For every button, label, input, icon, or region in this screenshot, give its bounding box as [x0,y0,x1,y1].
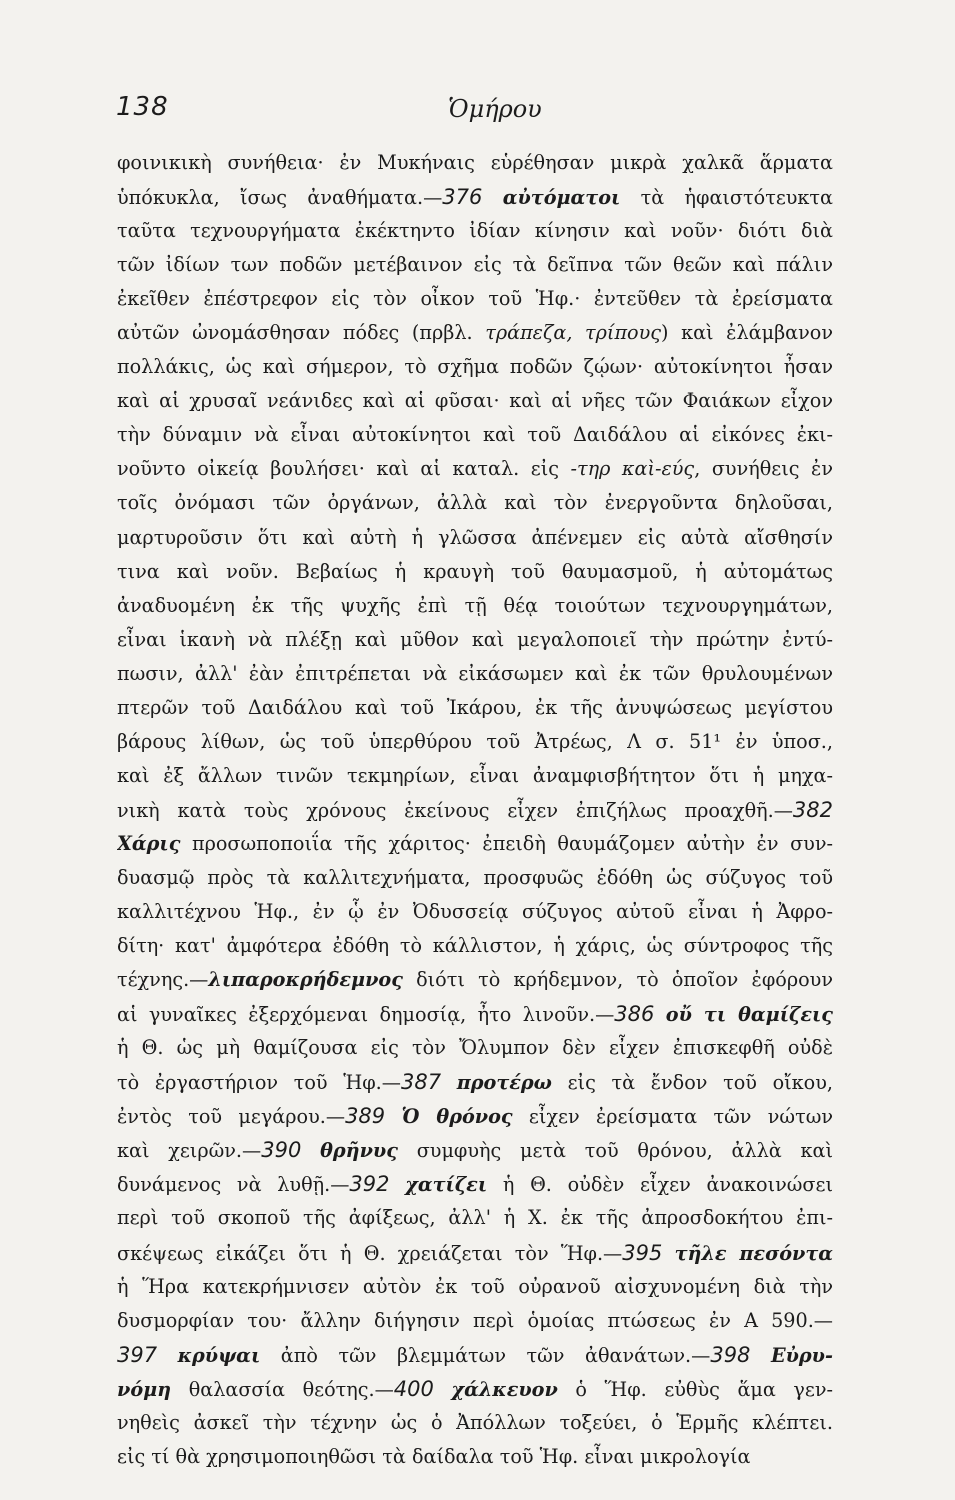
text-run: σκέψεως εἰκάζει ὅτι ἡ Θ. χρειάζεται τὸν Ἥφ.— [117,1241,623,1265]
text-run: εἰς τί θὰ χρησιμοποιηθῶσι τὰ δαίδαλα τοῦ Ἡφ. εἶναι μικρολογία [117,1444,751,1468]
text-line [117,146,833,180]
text-line [117,1201,833,1235]
running-head: Ὁμήρου [448,95,542,123]
text-line [117,929,833,963]
text-line [117,1338,833,1372]
text-run: ) καὶ ἐλάμβανον [661,321,833,345]
text-line [117,657,833,691]
text-run: καλλιτέχνου Ἡφ., ἐν ᾧ ἐν Ὀδυσσείᾳ σύζυγος αὐτοῦ εἶναι ἡ Ἀφρο- [117,900,833,924]
text-run [301,1139,320,1162]
text-run: νοῦντο οἰκείᾳ βουλήσει· καὶ αἱ καταλ. εἰς [117,457,571,481]
line-number-ref: 386 [614,1002,655,1027]
text-run: βάρους λίθων, ὡς τοῦ ὑπερθύρου τοῦ Ἀτρέως, Λ σ. 51¹ ἐν ὑποσ., [117,729,833,753]
line-number-ref: 400 [393,1376,434,1401]
text-run: καὶ ἐξ ἄλλων τινῶν τεκμηρίων, εἶναι ἀναμφισβήτητον ὅτι ἡ μηχα- [117,763,833,787]
italic-term: τράπεζα, τρίπους [485,321,662,345]
lemma: Χάρις [117,831,181,855]
lemma: αὐτόματοι [502,186,621,210]
lemma: λιπαροκρήδεμνος [208,968,403,992]
text-run: ἐκεῖθεν ἐπέστρεφον εἰς τὸν οἶκον τοῦ Ἡφ.· ἐντεῦθεν τὰ ἐρείσματα [117,287,833,311]
text-run: αὐτῶν ὠνομάσθησαν πόδες (πρβλ. [117,321,486,345]
text-line [117,350,833,384]
text-line [117,1440,833,1474]
text-run [385,1105,401,1128]
text-line [117,418,833,452]
text-run: ἡ Ἥρα κατεκρήμνισεν αὐτὸν ἐκ τοῦ οὐρανοῦ αἰσχυνομένη διὰ τὴν [117,1274,833,1298]
commentary-text [117,146,833,1474]
text-line [117,1099,833,1133]
line-number-ref: 376 [442,185,483,210]
text-run: ἡ Θ. ὡς μὴ θαμίζουσα εἰς τὸν Ὄλυμπον δὲν εἶχεν ἐπισκεφθῆ οὐδὲ [117,1036,833,1060]
text-line [117,555,833,589]
text-line [117,589,833,623]
text-line [117,861,833,895]
text-run: τοῖς ὀνόμασι τῶν ὀργάνων, ἀλλὰ καὶ τὸν ἐνεργοῦντα δηλοῦσαι, [117,491,833,515]
text-run: ὑπόκυκλα, ἴσως ἀναθήματα.— [117,186,443,210]
text-run: καὶ αἱ χρυσαῖ νεάνιδες καὶ αἱ φῦσαι· καὶ αἱ νῆες τῶν Φαιάκων εἶχον [117,389,833,413]
lemma: χάλκευον [451,1377,558,1401]
text-line [117,997,833,1031]
italic-term: -τηρ καὶ-εύς [570,457,695,481]
text-run: τὴν δύναμιν νὰ εἶναι αὐτοκίνητοι καὶ τοῦ Δαιδάλου αἱ εἰκόνες ἐκι- [117,423,833,447]
text-line [117,1270,833,1304]
text-run [750,1344,771,1367]
text-run: τὰ ἡφαιστότευκτα [620,186,833,210]
text-line [117,214,833,248]
line-number-ref: 392 [349,1172,390,1197]
text-run: ἐντὸς τοῦ μεγάρου.— [117,1105,346,1129]
text-line [117,1406,833,1440]
text-run: δίτη· κατ' ἀμφότερα ἐδόθη τὸ κάλλιστον, ἡ χάρις, ὡς σύντροφος τῆς [117,934,833,958]
text-run: εἶχεν ἐρείσματα τῶν νώτων [512,1105,833,1129]
line-number-ref: 382 [792,797,833,822]
text-run: αἱ γυναῖκες ἐξερχόμεναι δημοσίᾳ, ἦτο λινοῦν.— [117,1003,615,1027]
text-run: πωσιν, ἀλλ' ἐὰν ἐπιτρέπεται νὰ εἰκάσωμεν καὶ ἐκ τῶν θρυλουμένων [117,661,833,685]
text-run: εἶναι ἱκανὴ νὰ πλέξῃ καὶ μῦθον καὶ μεγαλοποιεῖ τὴν πρώτην ἐντύ- [117,627,833,651]
text-run: ὁ Ἥφ. εὐθὺς ἅμα γεν- [557,1377,833,1401]
text-run: εἰς τὰ ἔνδον τοῦ οἴκου, [551,1071,833,1095]
lemma: προτέρω [456,1071,552,1095]
text-line [117,895,833,929]
text-run: τέχνης.— [117,968,209,992]
line-number-ref: 398 [710,1342,751,1367]
lemma: θρῆνυς [320,1139,398,1163]
line-number-ref: 390 [261,1138,302,1163]
text-run [654,1003,665,1026]
text-line [117,486,833,520]
line-number-ref: 395 [622,1240,663,1265]
text-run: ταῦτα τεχνουργήματα ἐκέκτηντο ἰδίαν κίνησιν καὶ νοῦν· διότι διὰ [117,219,833,243]
text-line [117,1167,833,1201]
text-line [117,1031,833,1065]
text-line [117,1372,833,1406]
text-run [157,1344,178,1367]
text-run: προσωποποιΐα τῆς χάριτος· ἐπειδὴ θαυμάζομεν αὐτὴν ἐν συν- [180,831,833,855]
text-run [482,186,502,209]
text-line [117,316,833,350]
text-run: δυσμορφίαν του· ἄλλην διήγησιν περὶ ὁμοίας πτώσεως ἐν Α 590.— [117,1308,833,1332]
text-run: πτερῶν τοῦ Δαιδάλου καὶ τοῦ Ἰκάρου, ἐκ τῆς ἀνυψώσεως μεγίστου [117,695,833,719]
text-line [117,180,833,214]
text-run: δυασμῷ πρὸς τὰ καλλιτεχνήματα, προσφυῶς ἐδόθη ὡς σύζυγος τοῦ [117,865,833,889]
text-run [441,1071,457,1094]
text-line [117,963,833,997]
line-number-ref: 387 [400,1070,442,1095]
lemma: νόμη [117,1377,172,1401]
text-line [117,1236,833,1270]
text-run: καὶ χειρῶν.— [117,1139,262,1163]
lemma: Ὁ θρόνος [401,1105,513,1129]
text-line [117,623,833,657]
text-line [117,521,833,555]
line-number-ref: 397 [117,1342,158,1367]
text-line [117,759,833,793]
lemma: χατίζει [405,1173,488,1197]
text-line [117,282,833,316]
text-run: νικὴ κατὰ τοὺς χρόνους ἐκείνους εἶχεν ἐπιζήλως προαχθῆ.— [117,798,793,822]
text-run: μαρτυροῦσιν ὅτι καὶ αὐτὴ ἡ γλῶσσα ἀπένεμεν εἰς αὐτὰ αἴσθησίν [117,525,833,549]
lemma: τῆλε πεσόντα [674,1241,833,1265]
page-number: 138 [116,92,169,122]
text-line [117,827,833,861]
text-line [117,793,833,827]
text-line [117,1065,833,1099]
text-run: ἀναδυομένη ἐκ τῆς ψυχῆς ἐπὶ τῇ θέᾳ τοιούτων τεχνουργημάτων, [117,593,833,617]
text-run: τῶν ἰδίων των ποδῶν μετέβαινον εἰς τὰ δεῖπνα τῶν θεῶν καὶ πάλιν [117,253,833,277]
text-run: νηθεὶς ἀσκεῖ τὴν τέχνην ὡς ὁ Ἀπόλλων τοξεύει, ὁ Ἑρμῆς κλέπτει. [117,1410,833,1434]
text-line [117,384,833,418]
text-line [117,452,833,486]
line-number-ref: 389 [345,1104,386,1129]
text-line [117,248,833,282]
text-line [117,725,833,759]
text-run [390,1173,406,1196]
text-run: πολλάκις, ὡς καὶ σήμερον, τὸ σχῆμα ποδῶν ζῴων· αὐτοκίνητοι ἦσαν [117,355,833,379]
text-run: ἀπὸ τῶν βλεμμάτων τῶν ἀθανάτων.— [260,1343,711,1367]
text-run: τὸ ἐργαστήριον τοῦ Ἡφ.— [117,1071,401,1095]
text-run [434,1378,452,1401]
text-run: τινα καὶ νοῦν. Βεβαίως ἡ κραυγὴ τοῦ θαυμασμοῦ, ἡ αὐτομάτως [117,559,833,583]
text-run: , συνήθεις ἐν [694,457,833,481]
text-run: δυνάμενος νὰ λυθῇ.— [117,1173,350,1197]
lemma: οὔ τι θαμίζεις [665,1003,833,1027]
text-line [117,1304,833,1338]
text-run: συμφυὴς μετὰ τοῦ θρόνου, ἀλλὰ καὶ [397,1139,833,1163]
text-run: διότι τὸ κρήδεμνον, τὸ ὁποῖον ἐφόρουν [402,968,833,992]
text-line [117,691,833,725]
text-run: θαλασσία θεότης.— [171,1377,394,1401]
text-run: περὶ τοῦ σκοποῦ τῆς ἀφίξεως, ἀλλ' ἡ Χ. ἐκ τῆς ἀπροσδοκήτου ἐπι- [117,1206,833,1230]
text-run [662,1242,674,1265]
lemma: κρύψαι [177,1343,261,1367]
text-run: φοινικικὴ συνήθεια· ἐν Μυκήναις εὑρέθησαν μικρὰ χαλκᾶ ἅρματα [117,151,833,174]
lemma: Εὐρυ- [770,1343,833,1367]
text-line [117,1133,833,1167]
text-run: ἡ Θ. οὐδὲν εἶχεν ἀνακοινώσει [487,1173,833,1197]
